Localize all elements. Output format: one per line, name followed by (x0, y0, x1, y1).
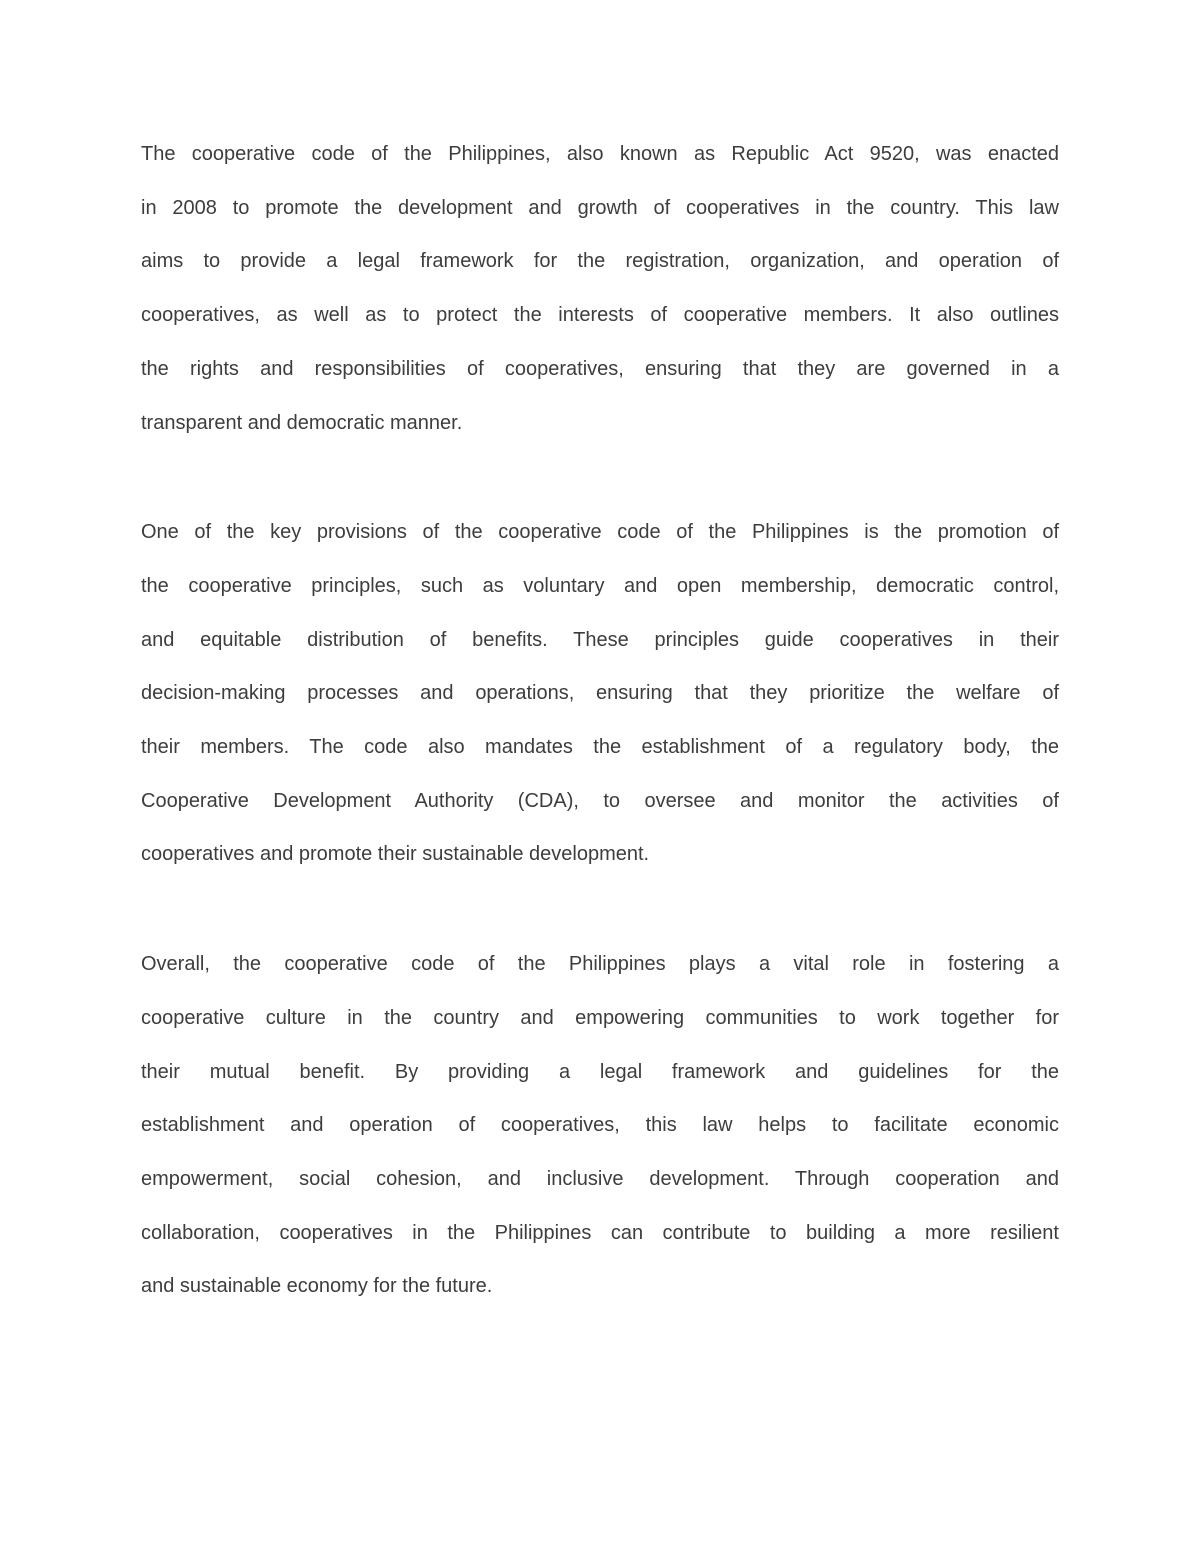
text-line: the rights and responsibilities of cooperatives, ensuring that they are governed in a (141, 357, 1059, 380)
text-line: Cooperative Development Authority (CDA), to oversee and monitor the activities of (141, 789, 1059, 812)
text-line: in 2008 to promote the development and growth of cooperatives in the country. This law (141, 196, 1059, 219)
paragraph (141, 506, 1059, 882)
text-line: establishment and operation of cooperatives, this law helps to facilitate economic (141, 1114, 1059, 1137)
text-line: aims to provide a legal framework for the registration, organization, and operation of (141, 250, 1059, 273)
text-line: collaboration, cooperatives in the Philippines can contribute to building a more resilient (141, 1221, 1059, 1244)
text-line: decision-making processes and operations, ensuring that they prioritize the welfare of (141, 682, 1059, 705)
paragraph (141, 128, 1059, 450)
text-line: cooperatives and promote their sustainable development. (141, 843, 650, 866)
text-line: cooperative culture in the country and empowering communities to work together for (141, 1006, 1059, 1029)
text-line: the cooperative principles, such as voluntary and open membership, democratic control, (141, 574, 1059, 597)
text-line: their members. The code also mandates the establishment of a regulatory body, the (141, 736, 1059, 759)
text-line: empowerment, social cohesion, and inclusive development. Through cooperation and (141, 1167, 1059, 1190)
document-text (141, 128, 1059, 1314)
text-line: cooperatives, as well as to protect the interests of cooperative members. It also outlines (141, 304, 1059, 327)
text-line: transparent and democratic manner. (141, 411, 463, 434)
text-line: Overall, the cooperative code of the Philippines plays a vital role in fostering a (141, 953, 1059, 976)
text-line: One of the key provisions of the cooperative code of the Philippines is the promotion of (141, 521, 1059, 544)
text-line: and equitable distribution of benefits. These principles guide cooperatives in their (141, 628, 1059, 651)
text-line: and sustainable economy for the future. (141, 1275, 493, 1298)
text-line: their mutual benefit. By providing a legal framework and guidelines for the (141, 1060, 1059, 1083)
paragraph (141, 938, 1059, 1314)
text-line: The cooperative code of the Philippines, also known as Republic Act 9520, was enacted (141, 143, 1059, 165)
